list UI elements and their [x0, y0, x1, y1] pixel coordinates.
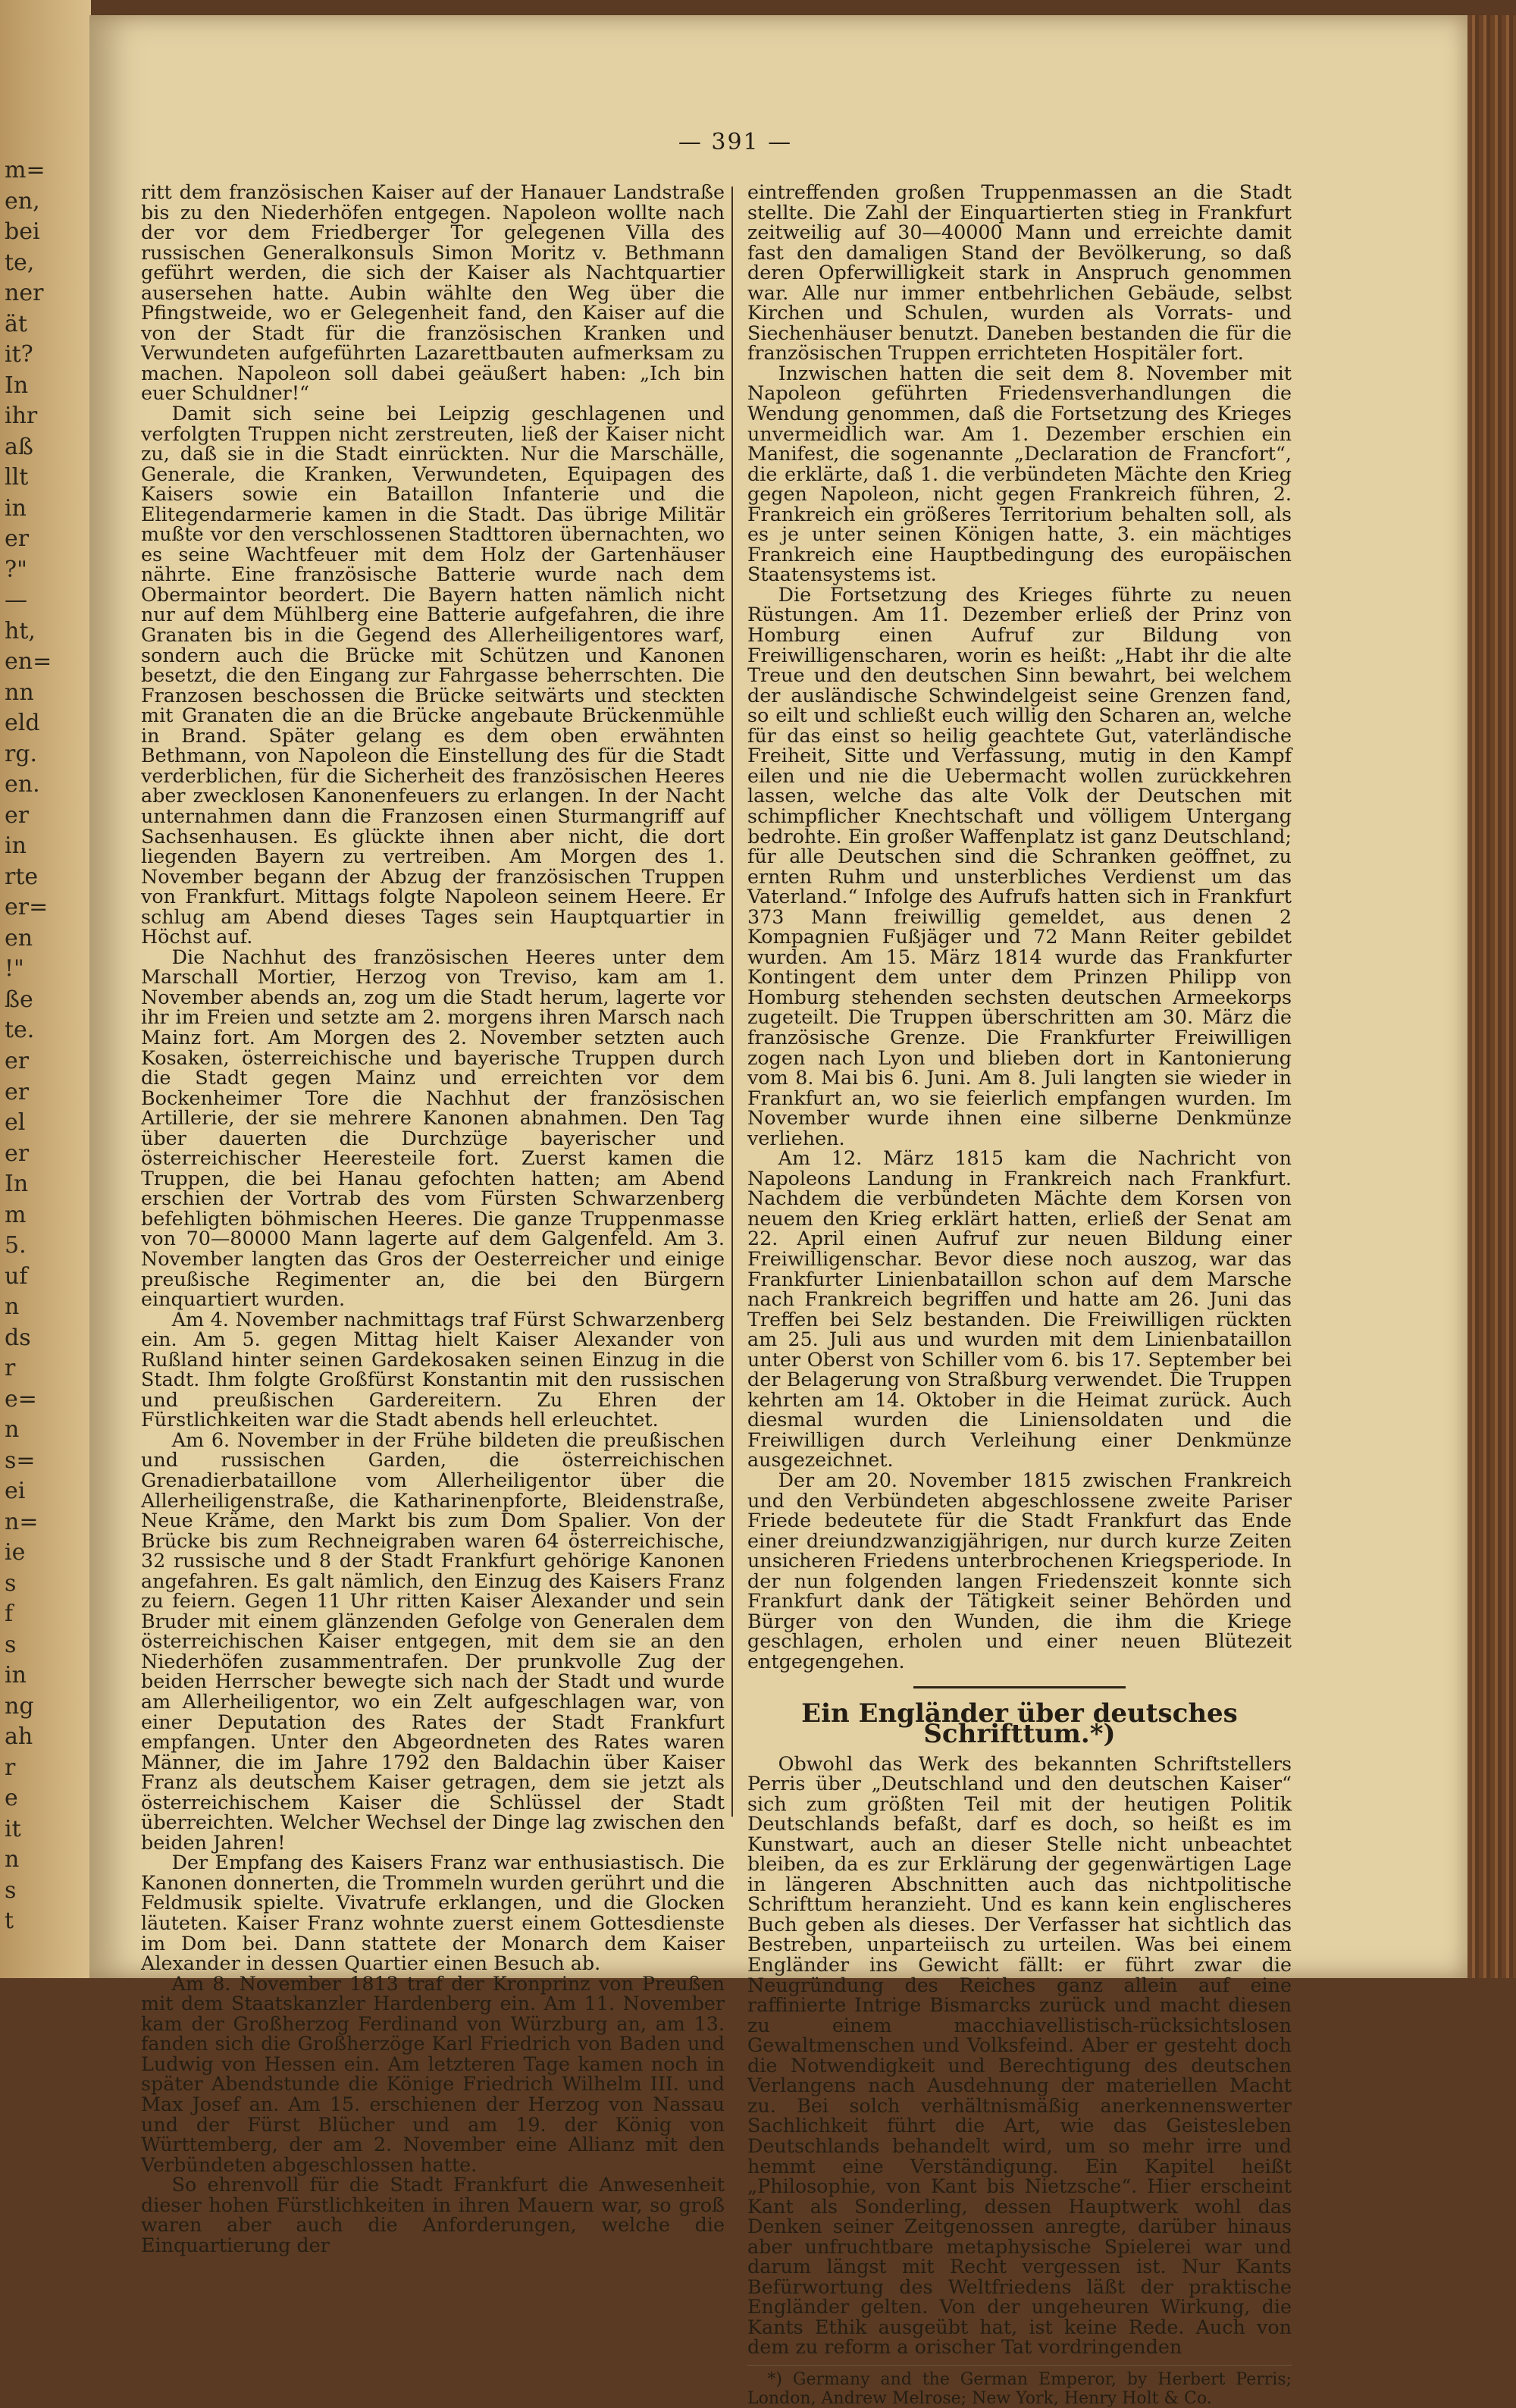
margin-fragment: ah — [5, 1723, 33, 1751]
margin-fragment: e — [5, 1785, 18, 1812]
margin-fragment: s — [5, 1569, 17, 1597]
margin-fragment: en= — [5, 648, 52, 676]
margin-fragment: er — [5, 1048, 30, 1074]
paragraph: So ehrenvoll für die Stadt Frankfurt die Anwesenheit dieser hohen Fürstlichkeiten in ihren Mauern war, so groß waren aber auch die Anforderungen, welche die Einquartierung der — [141, 2173, 725, 2256]
margin-fragment: er — [5, 1078, 30, 1105]
margin-fragment: te, — [5, 249, 35, 276]
margin-fragment: ät — [5, 310, 27, 337]
margin-fragment: n — [5, 1846, 20, 1873]
margin-fragment: en, — [5, 187, 40, 215]
margin-fragment: el — [5, 1109, 26, 1137]
margin-fragment: r — [5, 1754, 16, 1781]
margin-fragment: er= — [5, 894, 49, 921]
margin-fragment: t — [5, 1908, 14, 1935]
margin-fragment: ht, — [5, 617, 36, 644]
margin-fragment: !" — [5, 955, 24, 983]
page-number: — 391 — — [678, 129, 793, 155]
paragraph: Inzwischen hatten die seit dem 8. November mit Napoleon geführten Friedensverhandlungen die Wendung genommen, daß die Fortsetzung des Krieges unvermeidlich war. Am 1. Dezember erschien ein Manifest, die sogenannte „Declaration de Francfort“, die erklärte, daß 1. die verbündeten Mächte den Krieg gegen Napoleon, nicht gegen Frankreich führen, 2. Frankreich ein größeres Territorium behalten soll, als es je unter seinen Königen hatte, 3. ein mächtiges Frankreich eine Hauptbedingung des europäischen Staatensystems ist. — [747, 361, 1292, 586]
margin-fragment: eld — [5, 710, 40, 737]
right-column — [747, 182, 1292, 2408]
margin-fragment: aß — [5, 433, 33, 460]
margin-fragment: ie — [5, 1539, 26, 1566]
paragraph: Die Nachhut des französischen Heeres unter dem Marschall Mortier, Herzog von Treviso, kam am 1. November abends an, zog um die Stadt herum, lagerte vor ihr im Freien und setzte am 2. morgens ihren Marsch nach Mainz fort. Am Morgen des 2. November setzten auch Kosaken, österreichische und bayerische Truppen durch die Stadt gegen Mainz und erreichten vor dem Bockenheimer Tore die Nachhut der französischen Artillerie, der sie mehrere Kanonen abnahmen. Den Tag über dauerten die Durchzüge bayerischer und österreichischer Heeresteile fort. Zuerst kamen die Truppen, die bei Hanau gefochten hatten; am Abend erschien der Vortrab des vom Fürsten Schwarzenberg befehligten böhmischen Heeres. Die ganze Truppenmasse von 70—80000 Mann lagerte auf dem Galgenfeld. Am 3. November langten das Gros der Oesterreicher und einige preußische Regimenter an, die bei den Bürgern einquartiert wurden. — [141, 945, 725, 1311]
margin-fragment: llt — [5, 464, 29, 491]
footnote: *) Germany and the German Emperor, by Herbert Perris; London, Andrew Melrose; New York, Henry Holt & Co. — [747, 2365, 1292, 2408]
margin-fragment: it — [5, 1815, 21, 1842]
margin-fragment: rg. — [5, 740, 38, 767]
margin-fragment: er — [5, 525, 30, 553]
margin-fragment: f — [5, 1601, 14, 1628]
margin-fragment: er — [5, 1140, 30, 1167]
margin-fragment: uf — [5, 1262, 28, 1290]
margin-fragment: in — [5, 1662, 27, 1689]
margin-fragment: en. — [5, 771, 40, 798]
margin-fragment: en — [5, 924, 33, 952]
paragraph: Damit sich seine bei Leipzig geschlagenen und verfolgten Truppen nicht zerstreuten, ließ der Kaiser nicht zu, daß sie in die Stadt einrückten. Nur die Marschälle, Generale, die Kranken, Verwundeten, Equipagen des Kaisers sowie ein Bataillon Infanterie und die Elitegendarmerie kamen in die Stadt. Das übrige Militär mußte vor den verschlossenen Stadttoren übernachten, wo es seine Wachtfeuer mit dem Holz der Gartenhäuser nährte. Eine französische Batterie wurde nach dem Obermaintor beordert. Die Bayern hatten nämlich nicht nur auf dem Mühlberg eine Batterie aufgefahren, die ihre Granaten bis in die Gegend des Allerheiligentores warf, sondern auch die Brücke mit Schützen und Kanonen besetzt, die den Eingang zur Fahrgasse beherrschten. Die Franzosen beschossen die Brücke seitwärts und steckten mit Granaten die an die Brücke angebaute Brückenmühle in Brand. Später gelang es dem oben erwähnten Bethmann, von Napoleon die Einstellung des für die Stadt verderblichen, für die Sicherheit des französischen Heeres aber zwecklosen Kanonenfeuers zu erlangen. In der Nacht unternahmen dann die Franzosen einen Sturmangriff auf Sachsenhausen. Es glückte ihnen aber nicht, die dort liegenden Bayern zu vertreiben. Am Morgen des 1. November begann der Abzug der französischen Truppen von Frankfurt. Mittags folgte Napoleon seinem Heere. Er schlug am Abend dieses Tages sein Hauptquartier in Höchst auf. — [141, 402, 725, 948]
margin-fragment: ?" — [5, 556, 27, 583]
margin-fragment: ng — [5, 1692, 34, 1720]
paragraph: ritt dem französischen Kaiser auf der Hanauer Landstraße bis zu den Niederhöfen entgegen. Napoleon wollte nach der vor dem Friedberger Tor gelegenen Villa des russischen Generalkonsuls Simon Moritz v. Bethmann geführt werden, die sich der Kaiser als Nachtquartier ausersehen hatte. Aubin wählte den Weg über die Pfingstweide, wo er Gelegenheit fand, den Kaiser auf die von der Stadt für die französischen Kranken und Verwundeten aufgeführten Lazarettbauten aufmerksam zu machen. Napoleon soll dabei geäußert haben: „Ich bin euer Schuldner!“ — [141, 180, 725, 405]
column-divider — [731, 187, 733, 1817]
margin-fragment: n — [5, 1293, 20, 1321]
margin-fragment: 5. — [5, 1232, 27, 1259]
margin-fragment: rte — [5, 863, 39, 890]
margin-fragment: s — [5, 1631, 17, 1658]
previous-page-edge — [0, 0, 91, 1978]
paragraph: Am 6. November in der Frühe bildeten die preußischen und russischen Garden, die österreichischen Grenadierbataillone vom Allerheiligentor über die Allerheiligenstraße, die Katharinenpforte, Bleidenstraße, Neue Kräme, den Markt bis zum Dom Spalier. Von der Brücke bis zum Rechneigraben waren 64 österreichische, 32 russische und 8 der Stadt Frankfurt gehörige Kanonen angefahren. Es galt nämlich, den Einzug des Kaisers Franz zu feiern. Gegen 11 Uhr ritten Kaiser Alexander und sein Bruder mit einem glänzenden Gefolge von Generalen dem österreichischen Kaiser entgegen, mit dem sie an den Niederhöfen zusammentrafen. Der prunkvolle Zug der beiden Herrscher bewegte sich nach der Stadt und wurde am Allerheiligentor, wo ein Zelt aufgeschlagen war, von einer Deputation des Rates der Stadt Frankfurt empfangen. Unter den Abgeordneten des Rates waren Männer, die im Jahre 1792 den Baldachin über Kaiser Franz als deutschem Kaiser getragen, dem sie jetzt als österreichischem Kaiser die Schlüssel der Stadt überreichten. Welcher Wechsel der Dinge lag zwischen den beiden Jahren! — [141, 1428, 725, 1854]
article-paragraph: Obwohl das Werk des bekannten Schriftstellers Perris über „Deutschland und den deutschen Kaiser“ sich zum größten Teil mit der heutigen Politik Deutschlands befaßt, darf es doch, so heißt es im Kunstwart, auch an dieser Stelle nicht unbeachtet bleiben, da es zur Erklärung der gegenwärtigen Lage in längeren Abschnitten auch das nichtpolitische Schrifttum heranzieht. Und es kann kein englischeres Buch geben als dieses. Der Verfasser hat sichtlich das Bestreben, unparteiisch zu urteilen. Was bei einem Engländer ins Gewicht fällt: er führt zwar die Neugründung des Reiches ganz allein auf eine raffinierte Intrige Bismarcks zurück und macht diesen zu einem macchiavellistisch-rücksichtslosen Gewaltmenschen und Volksfeind. Aber er gesteht doch die Notwendigkeit und Berechtigung des deutschen Verlangens nach Ausdehnung der materiellen Macht zu. Bei solch verhältnismäßig anerkennenswerter Sachlichkeit führt die Art, wie das Geistesleben Deutschlands behandelt wird, um so mehr irre und hemmt eine Verständigung. Ein Kapitel heißt „Philosophie, von Kant bis Nietzsche“. Hier erscheint Kant als Sonderling, dessen Hauptwerk wohl das Denken seiner Zeitgenossen anregte, darüber hinaus aber unfruchtbare metaphysische Spielerei war und darum längst mit Recht vergessen ist. Nur Kants Befürwortung des Weltfriedens läßt der praktische Engländer gelten. Von der ungeheuren Wirkung, die Kants Ethik ausgeübt hat, ist keine Rede. Auch von dem zu reform a orischer Tat vordringenden — [747, 1751, 1292, 2359]
margin-fragment: s= — [5, 1447, 36, 1474]
section-separator — [913, 1686, 1126, 1688]
margin-fragment: s — [5, 1877, 17, 1904]
margin-fragment: nn — [5, 679, 34, 706]
margin-fragment: ei — [5, 1478, 26, 1505]
margin-fragment: n — [5, 1416, 20, 1444]
paragraph: Am 8. November 1813 traf der Kronprinz von Preußen mit dem Staatskanzler Hardenberg ein. Am 11. November kam der Großherzog Ferdinand von Würzburg an, am 13. fanden sich die Großherzöge Karl Friedrich von Baden und Ludwig von Hessen ein. Am letzteren Tage kamen noch in später Abendstunde die Könige Friedrich Wilhelm III. und Max Josef an. Am 15. erschienen der Herzog von Nassau und der Fürst Blücher und am 19. der König von Württemberg, der am 2. November eine Allianz mit den Verbündeten abgeschlossen hatte. — [141, 1971, 725, 2176]
margin-fragment: m= — [5, 157, 45, 183]
paragraph: Die Fortsetzung des Krieges führte zu neuen Rüstungen. Am 11. Dezember erließ der Prinz von Homburg einen Aufruf zur Bildung von Freiwilligenscharen, worin es heißt: „Habt ihr die alte Treue und den deutschen Sinn bewahrt, bei welchem der ausländische Schwindelgeist seine Grenzen fand, so eilt und schließt euch willig den Scharen an, welche für das einst so heilig geachtete Gut, vaterländische Freiheit, Sitte und Verfassung, mutig in den Kampf eilen und nie die Uebermacht wollen zurückkehren lassen, welche das alte Volk der Deutschen mit schimpflicher Knechtschaft und völligem Untergang bedrohte. Ein großer Waffenplatz ist ganz Deutschland; für alle Deutschen sind die Schranken geöffnet, zu ernten Ruhm und unsterbliches Verdienst um das Vaterland.“ Infolge des Aufrufs hatten sich in Frankfurt 373 Mann freiwillig gemeldet, aus denen 2 Kompagnien Fußjäger und 72 Mann Reiter gebildet wurden. Am 15. März 1814 wurde das Frankfurter Kontingent dem unter dem Prinzen Philipp von Homburg stehenden sechsten deutschen Armeekorps zugeteilt. Die Truppen überschritten am 30. März die französische Grenze. Die Frankfurter Freiwilligen zogen nach Lyon und blieben dort in Kantonierung vom 8. Mai bis 6. Juni. Am 8. Juli langten sie wieder in Frankfurt an, wo sie feierlich empfangen wurden. Im November wurde ihnen eine silberne Denkmünze verliehen. — [747, 582, 1292, 1149]
margin-fragment: In — [5, 1171, 29, 1198]
margin-fragment: in — [5, 832, 27, 860]
margin-fragment: r — [5, 1355, 16, 1382]
margin-fragment: e= — [5, 1385, 37, 1413]
margin-fragment: n= — [5, 1508, 39, 1535]
margin-fragment: In — [5, 372, 29, 399]
margin-fragment: ner — [5, 280, 44, 307]
paragraph: Am 12. März 1815 kam die Nachricht von Napoleons Landung in Frankreich nach Frankfurt. Nachdem die verbündeten Mächte dem Korsen von neuem den Krieg erklärt hatten, erließ der Senat am 22. April einen Aufruf zur neuen Bildung einer Freiwilligenschar. Bevor diese noch auszog, war das Frankfurter Linienbataillon schon auf dem Marsche nach Frankreich begriffen und hatte am 26. Juni das Treffen bei Selz bestanden. Die Freiwilligen rückten am 25. Juli aus und wurden mit dem Linienbataillon unter Oberst von Schiller vom 6. bis 17. September bei der Belagerung von Straßburg verwendet. Die Truppen kehrten am 14. Oktober in die Heimat zurück. Auch diesmal wurden die Liniensoldaten und die Freiwilligen durch Verleihung einer Denkmünze ausgezeichnet. — [747, 1146, 1292, 1472]
left-column — [141, 182, 725, 2255]
margin-fragment: er — [5, 801, 30, 829]
margin-fragment: te. — [5, 1017, 35, 1044]
margin-fragment: it? — [5, 341, 33, 368]
margin-fragment: m — [5, 1201, 27, 1228]
paragraph: Der Empfang des Kaisers Franz war enthusiastisch. Die Kanonen donnerten, die Trommeln wurden gerührt und die Feldmusik spielte. Vivatrufe erklangen, und die Glocken läuteten. Kaiser Franz wohnte zuerst einem Gottesdienste im Dom bei. Dann stattete der Monarch dem Kaiser Alexander in dessen Quartier einen Besuch ab. — [141, 1851, 725, 1975]
paragraph: Am 4. November nachmittags traf Fürst Schwarzenberg ein. Am 5. gegen Mittag hielt Kaiser Alexander von Rußland hinter seinen Gardekosaken seinen Einzug in die Stadt. Ihm folgte Großfürst Konstantin mit den russischen und preußischen Gardereitern. Zu Ehren der Fürstlichkeiten war die Stadt abends hell erleuchtet. — [141, 1307, 725, 1431]
margin-fragment: in — [5, 494, 27, 522]
margin-fragment: ße — [5, 986, 33, 1013]
margin-fragment: ds — [5, 1324, 31, 1351]
paragraph: Der am 20. November 1815 zwischen Frankreich und den Verbündeten abgeschlossene zweite Pariser Friede bedeutete für die Stadt Frankfurt das Ende einer dreiundzwanzigjährigen, nur durch kurze Zeiten unsicheren Friedens unterbrochenen Kriegsperiode. In der nun folgenden langen Friedenszeit konnte sich Frankfurt dank der Tätigkeit seiner Behörden und Bürger von den Wunden, die ihm die Kriege geschlagen, erholen und einer neuen Blütezeit entgegengehen. — [747, 1469, 1292, 1673]
margin-fragment: bei — [5, 218, 40, 246]
article-title: Ein Engländer über deutsches Schrifttum.*) — [801, 1698, 1238, 1750]
paragraph: eintreffenden großen Truppenmassen an die Stadt stellte. Die Zahl der Einquartierten stieg in Frankfurt zeitweilig auf 30—40000 Mann und erreichte damit fast den damaligen Stand der Bevölkerung, so daß deren Opferwilligkeit stark in Anspruch genommen war. Alle nur immer entbehrlichen Gebäude, selbst Kirchen und Schulen, wurden als Vorrats- und Siechenhäuser benutzt. Daneben bestanden die für die französischen Truppen errichteten Hospitäler fort. — [747, 180, 1292, 365]
book-spine — [1467, 15, 1516, 1978]
margin-fragment: ihr — [5, 403, 38, 430]
margin-fragment: — — [5, 587, 27, 614]
